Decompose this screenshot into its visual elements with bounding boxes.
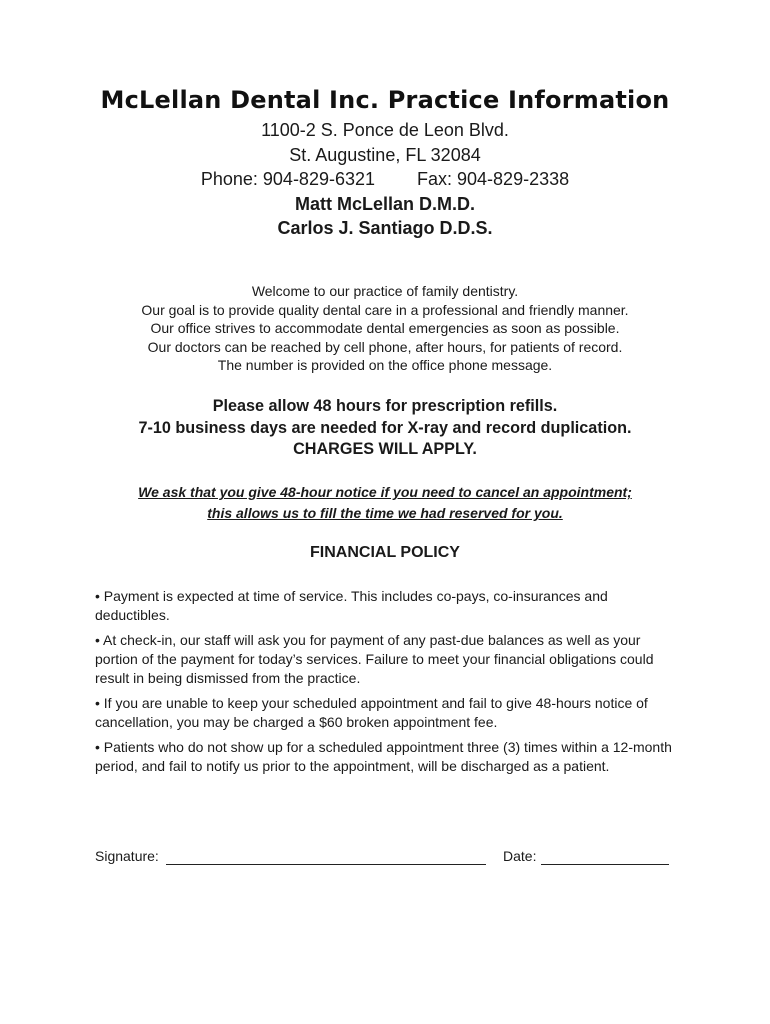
- cancel-line: We ask that you give 48-hour notice if you need to cancel an appointment;: [138, 484, 632, 500]
- welcome-line: Our doctors can be reached by cell phone, after hours, for patients of record.: [147, 338, 623, 355]
- signature-label: Signature:: [95, 848, 159, 864]
- welcome-line: Our goal is to provide quality dental care in a professional and friendly manner.: [141, 301, 629, 318]
- address-line-1: 1100-2 S. Ponce de Leon Blvd.: [261, 120, 509, 140]
- cancellation-notice: [0, 482, 770, 524]
- phone-fax-line: [0, 167, 770, 192]
- financial-policy-heading: FINANCIAL POLICY: [310, 544, 460, 561]
- policy-item: • Payment is expected at time of service. This includes co-pays, co-insurances and deductibles.: [95, 588, 608, 623]
- date-field[interactable]: [541, 864, 669, 865]
- welcome-line: Welcome to our practice of family dentistry.: [251, 283, 519, 299]
- fax-number: Fax: 904-829-2338: [417, 169, 570, 189]
- signature-field[interactable]: [166, 864, 486, 865]
- phone-number: Phone: 904-829-6321: [200, 169, 376, 189]
- notice-line: Please allow 48 hours for prescription refills.: [212, 397, 558, 415]
- address-line-2: St. Augustine, FL 32084: [289, 144, 481, 165]
- notice-line: 7-10 business days are needed for X-ray and record duplication.: [138, 418, 632, 437]
- document-title: McLellan Dental Inc. Practice Information: [100, 86, 670, 114]
- welcome-paragraph: [0, 282, 770, 375]
- notice-line: CHARGES WILL APPLY.: [293, 440, 477, 458]
- welcome-line: The number is provided on the office phone message.: [217, 357, 553, 374]
- policy-item: • If you are unable to keep your scheduled appointment and fail to give 48-hours notice of cancellation, you may be charged a $60 broken appointment fee.: [95, 695, 648, 730]
- policy-item: • At check-in, our staff will ask you for payment of any past-due balances as well as your portion of the payment for today’s services. Failure to meet your financial obligations could result in being dismissed from the practice.: [95, 632, 654, 686]
- practice-address-block: [0, 118, 770, 241]
- refill-notice: [0, 396, 770, 461]
- policy-item: • Patients who do not show up for a scheduled appointment three (3) times within a 12-month period, and fail to notify us prior to the appointment, will be discharged as a patient.: [95, 739, 672, 774]
- doctor-name-2: Carlos J. Santiago D.D.S.: [277, 218, 493, 238]
- cancel-line: this allows us to fill the time we had reserved for you.: [207, 505, 563, 521]
- date-label: Date:: [503, 848, 537, 864]
- welcome-line: Our office strives to accommodate dental emergencies as soon as possible.: [150, 320, 620, 337]
- doctor-name-1: Matt McLellan D.M.D.: [294, 193, 475, 214]
- financial-policy-list: [95, 587, 675, 782]
